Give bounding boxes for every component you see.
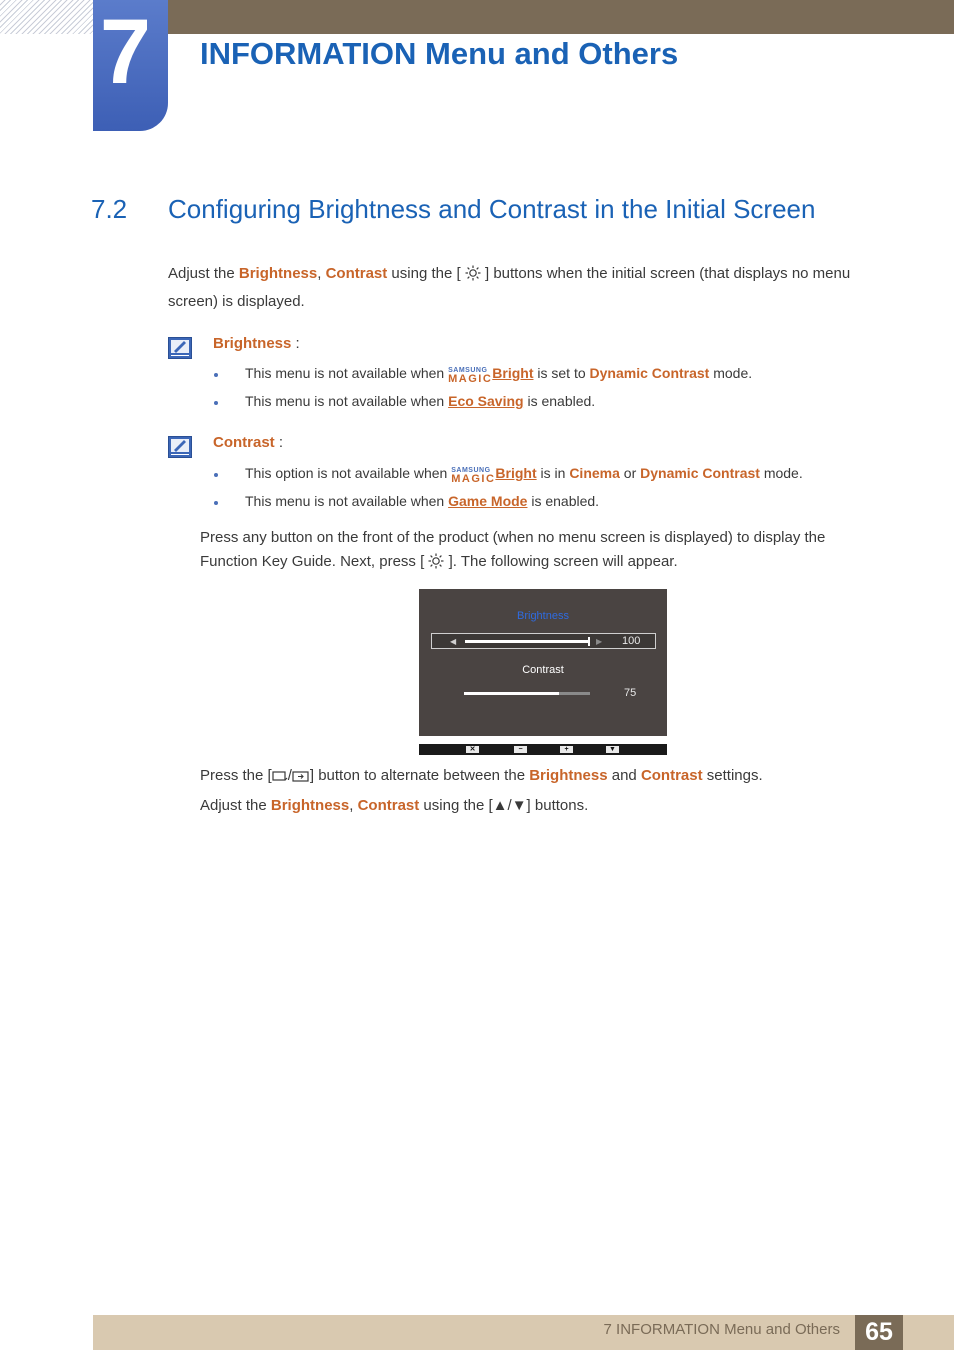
sun-icon xyxy=(465,265,481,281)
brightness-term: Brightness xyxy=(238,265,318,282)
osd-brightness-slider[interactable] xyxy=(465,640,590,643)
up-arrow-icon: ▲ xyxy=(492,797,508,814)
osd-contrast-label: Contrast xyxy=(522,664,564,676)
bullet-dot xyxy=(214,373,218,377)
close-key-icon: ✕ xyxy=(466,746,479,753)
osd-screen xyxy=(419,589,667,736)
osd-brightness-knob[interactable] xyxy=(588,637,590,646)
osd-contrast-value: 75 xyxy=(624,687,637,699)
footer-chapter-text: 7 INFORMATION Menu and Others xyxy=(603,1321,840,1338)
down-arrow-icon: ▼ xyxy=(511,797,527,814)
return-button-icon xyxy=(272,770,288,782)
header-bar xyxy=(93,0,954,34)
magic-bright-logo: SAMSUNG MAGIC xyxy=(451,467,496,485)
osd-contrast-slider[interactable] xyxy=(464,692,590,695)
intro-line-1: Adjust the Brightness, Contrast using the [ ] buttons when the initial screen (that displays no menu xyxy=(168,265,851,282)
magic-bright-logo: SAMSUNG MAGIC xyxy=(448,367,493,385)
osd-brightness-value: 100 xyxy=(622,635,641,647)
chapter-title: INFORMATION Menu and Others xyxy=(200,36,679,71)
right-arrow-icon: ▶ xyxy=(596,637,603,646)
eco-saving-link[interactable]: Eco Saving xyxy=(448,393,524,409)
bullet-dot xyxy=(214,473,218,477)
osd-brightness-fill xyxy=(465,640,590,643)
note-contrast-heading: Contrast : xyxy=(213,434,284,451)
magic-bright-link[interactable]: Bright xyxy=(492,365,534,381)
alternate-line: Press the [ / ] button to alternate between the Brightness and Contrast settings. xyxy=(200,767,763,784)
game-mode-link[interactable]: Game Mode xyxy=(448,493,528,509)
note-brightness-heading: Brightness : xyxy=(213,335,300,352)
note-brightness-bullet-1: This menu is not available when SAMSUNG MAGIC Bright is set to Dynamic Contrast mode. xyxy=(245,365,753,385)
bullet-dot xyxy=(214,501,218,505)
press-line-2: Function Key Guide. Next, press [ ]. The following screen will appear. xyxy=(200,553,678,570)
press-line-1: Press any button on the front of the product (when no menu screen is displayed) to display the xyxy=(200,529,826,546)
source-button-icon xyxy=(292,770,310,782)
magic-bright-link[interactable]: Bright xyxy=(495,465,537,481)
left-arrow-icon: ◀ xyxy=(450,637,457,646)
sun-icon xyxy=(428,553,444,569)
osd-brightness-label: Brightness xyxy=(517,610,569,622)
adjust-line: Adjust the Brightness, Contrast using the [▲/▼] buttons. xyxy=(200,797,589,814)
plus-key-icon: + xyxy=(560,746,573,753)
section-title: Configuring Brightness and Contrast in the Initial Screen xyxy=(168,194,816,224)
note-icon xyxy=(168,436,192,458)
page-number: 65 xyxy=(855,1315,903,1350)
chapter-tab xyxy=(93,0,168,131)
note-brightness-bullet-2: This menu is not available when Eco Saving is enabled. xyxy=(245,393,596,409)
osd-brightness-row[interactable] xyxy=(431,633,656,649)
section-number: 7.2 xyxy=(91,194,128,224)
contrast-term: Contrast xyxy=(325,265,388,282)
intro-line-2: screen) is displayed. xyxy=(168,293,305,310)
chapter-number: 7 xyxy=(99,1,152,103)
note-contrast-bullet-2: This menu is not available when Game Mode is enabled. xyxy=(245,493,600,509)
bullet-dot xyxy=(214,401,218,405)
down-key-icon: ▼ xyxy=(606,746,619,753)
note-contrast-bullet-1: This option is not available when SAMSUNG MAGIC Bright is in Cinema or Dynamic Contrast mode. xyxy=(245,465,803,485)
osd-key-guide xyxy=(419,744,667,755)
osd-contrast-fill xyxy=(464,692,559,695)
header-hatch-pattern xyxy=(0,0,93,34)
note-icon xyxy=(168,337,192,359)
minus-key-icon: − xyxy=(514,746,527,753)
